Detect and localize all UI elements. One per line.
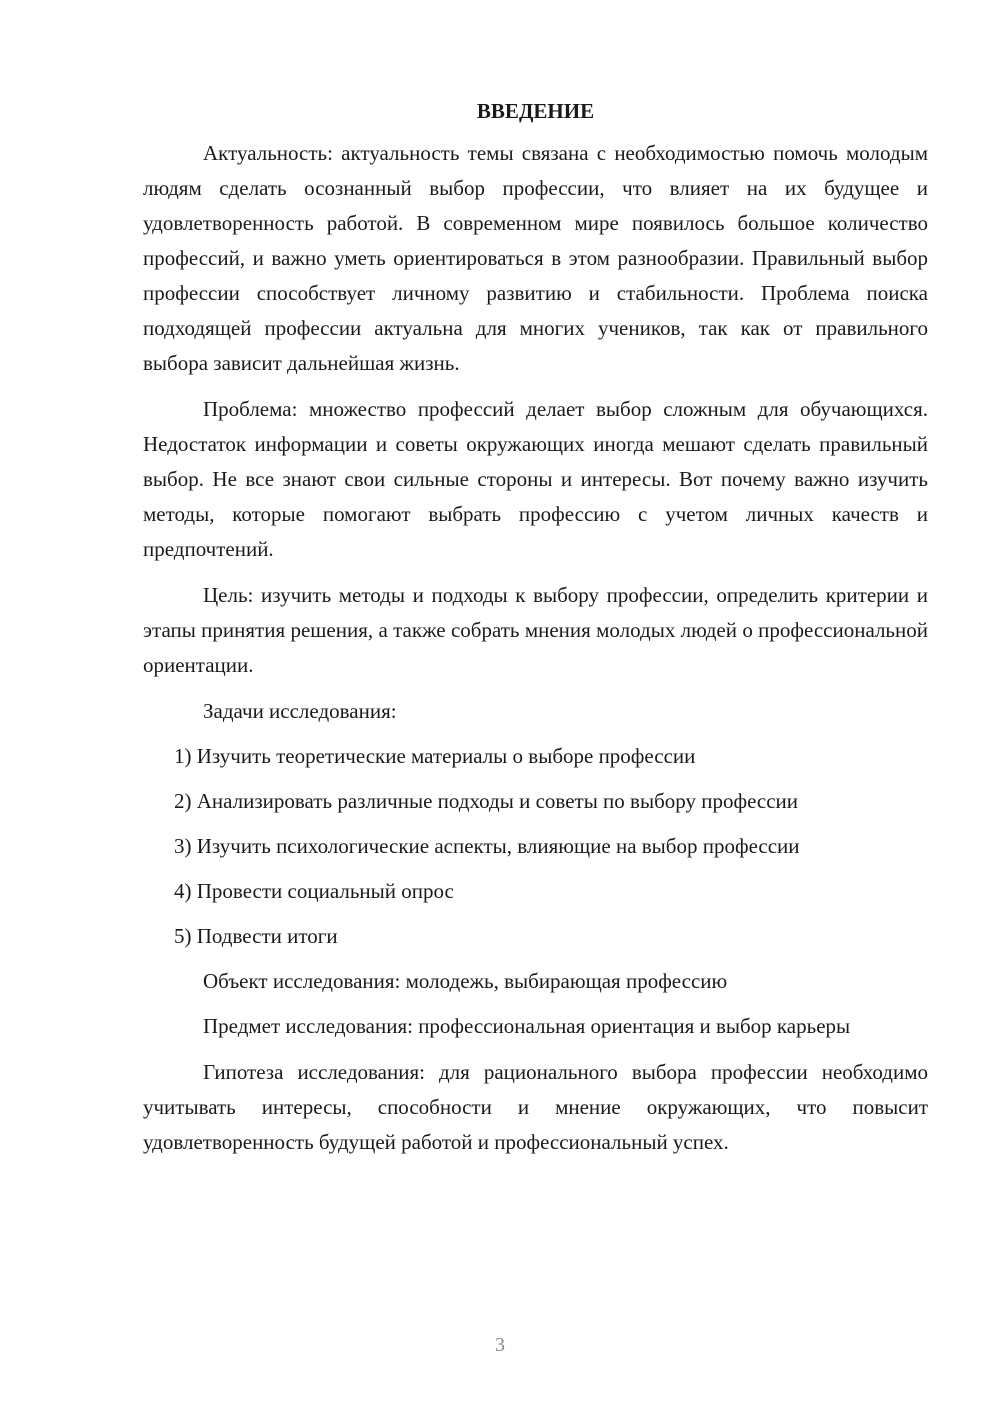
tasks-heading: Задачи исследования: [203,699,397,723]
task-item-4: 4) Провести социальный опрос [174,879,454,903]
relevance-paragraph: Актуальность: актуальность темы связана с необходимостью помочь молодым людям сделать осознанный выбор профессии, что влияет на их будущее и удовлетворенность работой. В современном мире появилось большое количество профессий, и важно уметь ориентироваться в этом разнообразии. Правильный выбор профессии способствует личному развитию и стабильности. Проблема поиска подходящей профессии актуальна для многих учеников, так как от правильного выбора зависит дальнейшая жизнь. [143,141,928,375]
tasks-list [143,739,928,954]
task-item-2: 2) Анализировать различные подходы и советы по выбору профессии [174,789,799,813]
research-hypothesis: Гипотеза исследования: для рационального выбора профессии необходимо учитывать интересы, способности и мнение окружающих, что повысит удовлетворенность будущей работой и профессиональный успех. [143,1060,928,1154]
task-item-5: 5) Подвести итоги [174,924,338,948]
page-title: ВВЕДЕНИЕ [476,99,595,123]
problem-paragraph: Проблема: множество профессий делает выбор сложным для обучающихся. Недостаток информации и советы окружающих иногда мешают сделать правильный выбор. Не все знают свои сильные стороны и интересы. Вот почему важно изучить методы, которые помогают выбрать профессию с учетом личных качеств и предпочтений. [143,397,928,561]
goal-paragraph: Цель: изучить методы и подходы к выбору профессии, определить критерии и этапы принятия решения, а также собрать мнения молодых людей о профессиональной ориентации. [143,583,928,677]
task-item-1: 1) Изучить теоретические материалы о выборе профессии [174,744,696,768]
research-subject: Предмет исследования: профессиональная ориентация и выбор карьеры [203,1014,851,1038]
page-number: 3 [495,1334,505,1356]
page-content [143,98,928,1171]
research-object: Объект исследования: молодежь, выбирающая профессию [203,969,728,993]
task-item-3: 3) Изучить психологические аспекты, влияющие на выбор профессии [174,834,800,858]
